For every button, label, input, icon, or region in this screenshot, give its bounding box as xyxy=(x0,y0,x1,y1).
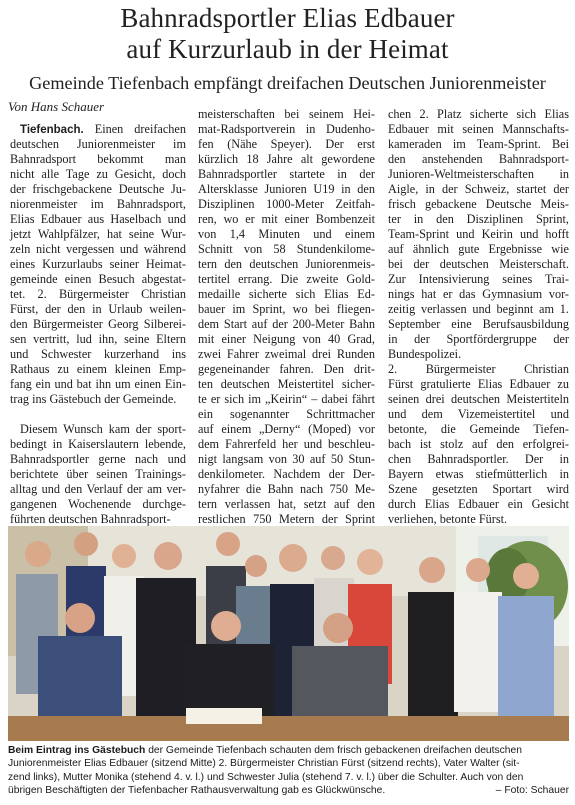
article-line: Altersklasse Junioren U19 in den xyxy=(198,182,375,197)
article-line: verliehen, betonte Fürst. xyxy=(388,512,508,527)
article-line: ten deutschen Meistertitel sicher- xyxy=(198,377,375,392)
article-line: gangenen Wochenende durchge- xyxy=(10,497,186,512)
article-line: September eine Berufsausbildung xyxy=(388,317,569,332)
article-line: frisch gebackene Deutsche Meis- xyxy=(388,197,569,212)
article-line: eines Kurzurlaubs seiner Heimat- xyxy=(10,257,186,272)
article-column-1 xyxy=(10,122,186,527)
article-line: mat-Radsportverein in Dudenho- xyxy=(198,122,375,137)
article-line: bedingt in Kaiserslautern lebende, xyxy=(10,437,186,452)
group-photo xyxy=(8,526,569,741)
article-line: kürzlich 18 Jahre alt gewordene xyxy=(198,152,375,167)
article-line: den Bürgermeister Georg Silberei- xyxy=(10,317,186,332)
article-line: Team-Sprint und Keirin und hofft xyxy=(388,227,569,242)
article-line: Edbauer mit seinen Mannschafts- xyxy=(388,122,569,137)
article-line: Zur Intensivierung seines Trai- xyxy=(388,272,569,287)
article-line: nicht alle Tage zu Gesicht, doch xyxy=(10,167,186,182)
group-photo-image xyxy=(8,526,569,741)
headline-line-2: auf Kurzurlaub in der Heimat xyxy=(126,34,449,64)
article-line: berichtete über seinen Trainings- xyxy=(10,467,186,482)
article-line-text: Einen dreifachen xyxy=(83,122,186,136)
article-line: medaille sicherte sich Elias Ed- xyxy=(198,287,375,302)
article-line: Bahnradsportler startete in der xyxy=(198,167,375,182)
article-line: dem Fahrerfeld her und beschleu- xyxy=(198,437,375,452)
article-line: Aigle, in der Schweiz, startet der xyxy=(388,182,569,197)
headline-line-1: Bahnradsportler Elias Edbauer xyxy=(120,3,455,33)
caption-lead: Beim Eintrag ins Gästebuch xyxy=(8,745,146,756)
article-line: meisterschaften bei seinem Hei- xyxy=(198,107,375,121)
article-line: nings hat er das Gymnasium vor- xyxy=(388,287,569,302)
article-line: Fürst gratulierte Elias Edbauer zu xyxy=(388,377,569,392)
article-line: Elias Edbauer aus Haselbach und xyxy=(10,212,186,227)
article-column-3 xyxy=(388,107,569,527)
article-line: niorenmeister im Bahnradsport, xyxy=(10,197,186,212)
seated-people xyxy=(38,603,388,722)
article-line: Szene gesetzten Sportart wird xyxy=(388,482,569,497)
byline: Von Hans Schauer xyxy=(8,99,105,114)
article-line: kameraden im Team-Sprint. Bei xyxy=(388,137,569,152)
article-line: alltag und den Verlauf der am ver- xyxy=(10,482,186,497)
article-line: restlichen 750 Metern der Sprint xyxy=(198,512,375,527)
article-line: jetzt Wahlpfälzer, hat seine Wur- xyxy=(10,227,186,242)
article-line: fen (Nähe Speyer). Der erst xyxy=(198,137,375,152)
article-line: fang ein und bat ihn um einen Ein- xyxy=(10,377,186,392)
article-line: Disziplinen 1000-Meter Zeitfah- xyxy=(198,197,375,212)
article-line: seinen drei deutschen Meistertiteln xyxy=(388,392,569,407)
caption-line: zend links), Mutter Monika (stehend 4. v. l.) und Schwester Julia (stehend 7. v. l.) über die Schulter. Auch von den xyxy=(8,771,524,783)
article-line: gegeneinander fahren. Den drit- xyxy=(198,362,375,377)
headline xyxy=(0,3,575,65)
article-line: in der Sportfördergruppe der xyxy=(388,332,569,347)
article-line: Schnitt von 58 Stundenkilome- xyxy=(198,242,375,257)
article-line: Bayern etwas stiefmütterlich in xyxy=(388,467,569,482)
article-line: chen Bahnradsportler. Der in xyxy=(388,452,569,467)
article-line: deutschen Juniorenmeister im xyxy=(10,137,186,152)
article-line: tet. 2. Bürgermeister Christian xyxy=(10,287,186,302)
article-line: der frischgebackene Deutsche Ju- xyxy=(10,182,186,197)
paragraph-gap xyxy=(10,407,186,422)
article-line: ren, wo er mit einer Bombenzeit xyxy=(198,212,375,227)
article-line: Diesem Wunsch kam der sport- xyxy=(20,422,186,437)
article-line: tern verlassen hat, setzt auf den xyxy=(198,497,375,512)
subheadline: Gemeinde Tiefenbach empfängt dreifachen Deutschen Juniorenmeister xyxy=(29,73,546,93)
article-line: führten deutschen Bahnradsport- xyxy=(10,512,171,527)
article-line: trag ins Gästebuch der Gemeinde. xyxy=(10,392,177,407)
article-line: denkilometer. Nachdem der Der- xyxy=(198,467,375,482)
article-line: den anstehenden Bahnradsport- xyxy=(388,152,569,167)
photo-credit: – Foto: Schauer xyxy=(495,784,569,796)
article-line: nyfahrer die Bahn nach 750 Me- xyxy=(198,482,375,497)
article-line: zeln nicht vergessen und während xyxy=(10,242,186,257)
article-line: ter in den Disziplinen Sprint, xyxy=(388,212,569,227)
article-line: und dem Vizemeistertitel und xyxy=(388,407,569,422)
caption-line: übrigen Beschäftigten der Tiefenbacher Rathausverwaltung gab es Glückwünsche. xyxy=(8,784,386,796)
article-line: dem Start auf der 200-Meter Bahn xyxy=(198,317,375,332)
article-line: durch Elias Edbauer ein Gesicht xyxy=(388,497,569,512)
photo-caption xyxy=(8,744,569,797)
article-column-2 xyxy=(198,107,375,542)
article-line: betonte, die Gemeinde Tiefen- xyxy=(388,422,569,437)
article-line: bauer im Sprint, wo bei fliegen- xyxy=(198,302,375,317)
article-line: Bundespolizei. xyxy=(388,347,462,362)
article-line: sen vertritt, lud ihn, seine Eltern xyxy=(10,332,186,347)
article-line: zwei Fahrer zweimal drei Runden xyxy=(198,347,375,362)
article-line: und Schwester kurzerhand ins xyxy=(10,347,186,362)
article-line: ein sogenannter Schrittmacher xyxy=(198,407,375,422)
article-line: von 1,4 Minuten und einem xyxy=(198,227,375,242)
article-line: Rathaus zu einem kleinen Emp- xyxy=(10,362,186,377)
article-line: tertitel errang. Die zweite Gold- xyxy=(198,272,375,287)
article-line: Bahnradsport bekommt man xyxy=(10,152,186,167)
article-line: tern den deutschen Juniorenmeis- xyxy=(198,257,375,272)
article-line: Junioren-Weltmeisterschaften in xyxy=(388,167,569,182)
article-line: bach ist stolz auf den erfolgrei- xyxy=(388,437,569,452)
article-line: auf einem „Derny“ (Moped) vor xyxy=(198,422,375,437)
article-line: Bahnradsportler gerne nach und xyxy=(10,452,186,467)
article-line: Fürst, der den in Urlaub weilen- xyxy=(10,302,186,317)
article-line: chen 2. Platz sicherte sich Elias xyxy=(388,107,569,121)
article-line: zeitig verlassen und beginnt am 1. xyxy=(388,302,569,317)
article-line: mit einer Neigung von 40 Grad, xyxy=(198,332,375,347)
caption-line: der Gemeinde Tiefenbach schauten dem frisch gebackenen dreifachen deutschen xyxy=(145,745,522,756)
article-line: bei der deutschen Meisterschaft. xyxy=(388,257,569,272)
article-line: gemeinde einen Besuch abgestat- xyxy=(10,272,186,287)
article-line: auf ähnlich gute Ergebnisse wie xyxy=(388,242,569,257)
caption-line: Juniorenmeister Elias Edbauer (sitzend Mitte) 2. Bürgermeister Christian Fürst (sitzend rechts), Vater Walter (sit- xyxy=(8,758,520,770)
dateline: Tiefenbach. xyxy=(20,124,84,136)
article-line: nigt langsam von 30 auf 50 Stun- xyxy=(198,452,375,467)
article-line: te er sich im „Keirin“ – dabei fährt xyxy=(198,392,375,407)
article-line: 2. Bürgermeister Christian xyxy=(388,362,569,377)
article-line xyxy=(10,122,186,137)
